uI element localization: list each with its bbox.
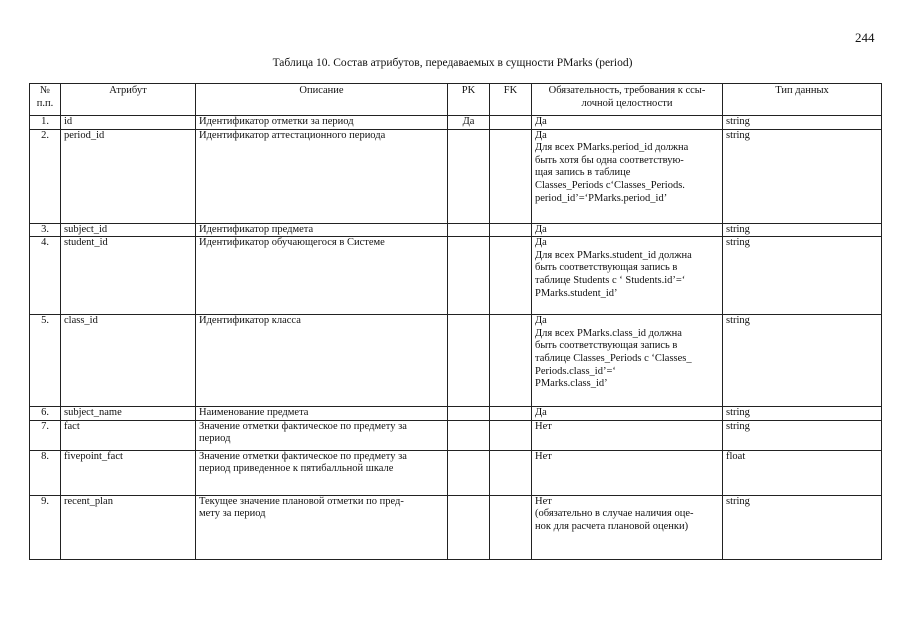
row-num: 3. (30, 223, 61, 237)
row-fk (490, 420, 532, 450)
header-attribute: Атрибут (61, 84, 196, 116)
row-attribute: class_id (61, 315, 196, 407)
row-constraints: Да Для всех PMarks.student_id должна быть соответствующая запись в таблице Students с ‘ Students.id’=‘ PMarks.student_id’ (532, 237, 723, 315)
row-description: Идентификатор обучающегося в Системе (196, 237, 448, 315)
row-constraints: Да Для всех PMarks.class_id должна быть соответствующая запись в таблице Classes_Periods с ‘Classes_ Periods.class_id’=‘ PMarks.class_id’ (532, 315, 723, 407)
row-pk (448, 420, 490, 450)
row-num: 5. (30, 315, 61, 407)
row-attribute: subject_name (61, 407, 196, 421)
row-description: Текущее значение плановой отметки по пред- мету за период (196, 495, 448, 559)
row-type: string (723, 129, 882, 223)
row-constraints: Нет (обязательно в случае наличия оце- нок для расчета плановой оценки) (532, 495, 723, 559)
header-row (30, 84, 882, 116)
row-fk (490, 315, 532, 407)
row-attribute: fact (61, 420, 196, 450)
row-type: string (723, 407, 882, 421)
row-description: Идентификатор аттестационного периода (196, 129, 448, 223)
row-constraints: Да (532, 407, 723, 421)
row-attribute: id (61, 116, 196, 130)
row-num: 7. (30, 420, 61, 450)
header-constraints: Обязательность, требования к ссы- лочной целостности (532, 84, 723, 116)
row-description: Наименование предмета (196, 407, 448, 421)
table-row (30, 315, 882, 407)
row-type: string (723, 223, 882, 237)
row-fk (490, 407, 532, 421)
table-row (30, 237, 882, 315)
row-fk (490, 495, 532, 559)
row-type: string (723, 315, 882, 407)
row-constraints: Да (532, 116, 723, 130)
row-description: Значение отметки фактическое по предмету за период (196, 420, 448, 450)
row-fk (490, 237, 532, 315)
row-num: 6. (30, 407, 61, 421)
row-constraints: Нет (532, 420, 723, 450)
row-constraints: Нет (532, 450, 723, 495)
header-description: Описание (196, 84, 448, 116)
row-type: string (723, 420, 882, 450)
row-num: 1. (30, 116, 61, 130)
row-description: Идентификатор предмета (196, 223, 448, 237)
table-row (30, 129, 882, 223)
row-constraints: Да Для всех PMarks.period_id должна быть хотя бы одна соответствую- щая запись в таблице Classes_Periods с‘Classes_Periods. period_id’=‘PMarks.period_id’ (532, 129, 723, 223)
row-pk: Да (448, 116, 490, 130)
row-pk (448, 450, 490, 495)
table-row (30, 407, 882, 421)
row-attribute: student_id (61, 237, 196, 315)
header-num: № п.п. (30, 84, 61, 116)
row-constraints: Да (532, 223, 723, 237)
table-row (30, 420, 882, 450)
row-num: 9. (30, 495, 61, 559)
row-pk (448, 407, 490, 421)
attributes-table (29, 83, 882, 560)
row-pk (448, 495, 490, 559)
header-fk: FK (490, 84, 532, 116)
row-fk (490, 450, 532, 495)
table-row (30, 116, 882, 130)
page-number: 244 (855, 30, 875, 45)
row-num: 8. (30, 450, 61, 495)
row-pk (448, 237, 490, 315)
row-fk (490, 116, 532, 130)
row-type: string (723, 495, 882, 559)
row-type: float (723, 450, 882, 495)
row-pk (448, 315, 490, 407)
row-fk (490, 223, 532, 237)
table-row (30, 495, 882, 559)
row-type: string (723, 237, 882, 315)
row-num: 2. (30, 129, 61, 223)
row-description: Идентификатор отметки за период (196, 116, 448, 130)
row-type: string (723, 116, 882, 130)
row-fk (490, 129, 532, 223)
header-type: Тип данных (723, 84, 882, 116)
row-num: 4. (30, 237, 61, 315)
row-pk (448, 129, 490, 223)
row-attribute: subject_id (61, 223, 196, 237)
row-attribute: period_id (61, 129, 196, 223)
table-caption: Таблица 10. Состав атрибутов, передаваемых в сущности PMarks (period) (272, 57, 633, 69)
row-pk (448, 223, 490, 237)
table-row (30, 223, 882, 237)
table-row (30, 450, 882, 495)
row-attribute: recent_plan (61, 495, 196, 559)
row-description: Значение отметки фактическое по предмету за период приведенное к пятибалльной шкале (196, 450, 448, 495)
row-attribute: fivepoint_fact (61, 450, 196, 495)
row-description: Идентификатор класса (196, 315, 448, 407)
header-pk: PK (448, 84, 490, 116)
